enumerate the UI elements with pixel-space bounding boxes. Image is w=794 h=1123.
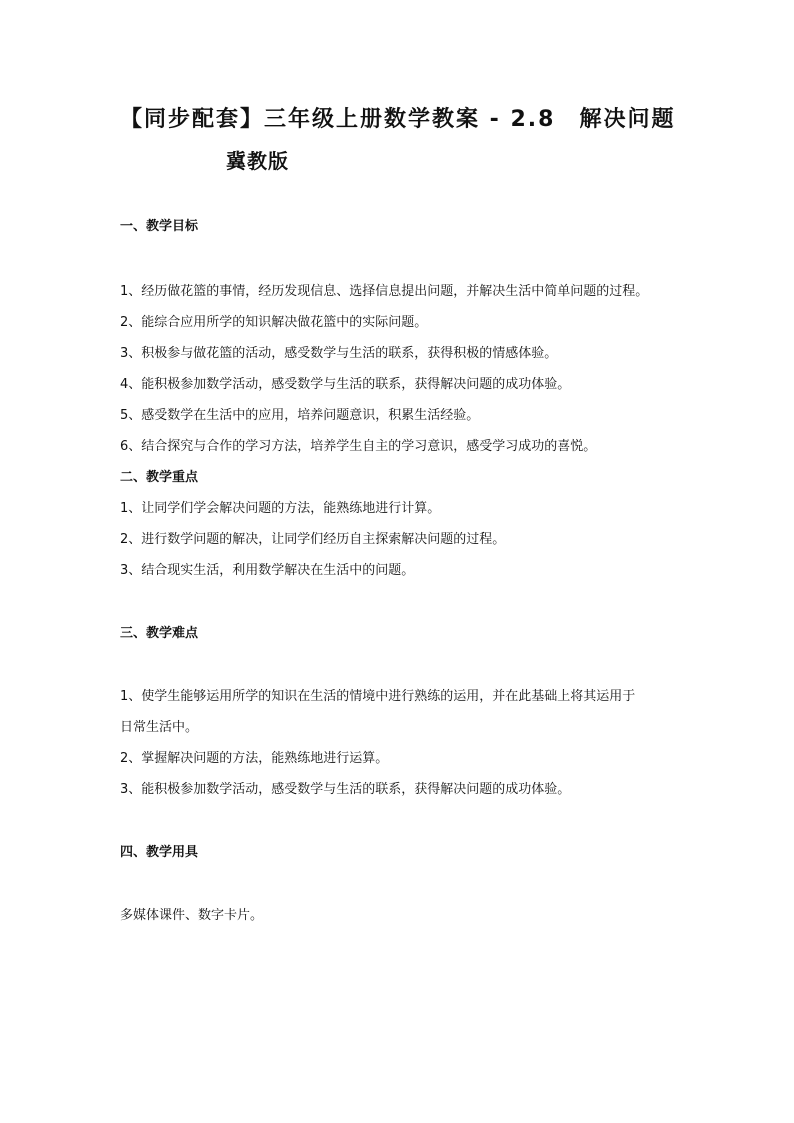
difficulty-item: 2、掌握解决问题的方法，能熟练地进行运算。: [120, 751, 389, 766]
key-point-item: 1、让同学们学会解决问题的方法，能熟练地进行计算。: [120, 501, 441, 516]
document-subtitle: 冀教版: [226, 149, 289, 173]
title-part-1: 【同步配套】三年级上册数学教案 - 2.8: [120, 107, 556, 132]
difficulty-item: 3、能积极参加数学活动，感受数学与生活的联系，获得解决问题的成功体验。: [120, 782, 571, 797]
objective-item: 3、积极参与做花篮的活动，感受数学与生活的联系，获得积极的情感体验。: [120, 346, 558, 361]
section-heading-difficulties: 三、教学难点: [120, 626, 199, 641]
objective-item: 4、能积极参加数学活动，感受数学与生活的联系，获得解决问题的成功体验。: [120, 377, 571, 392]
title-part-2: 解决问题: [579, 107, 676, 132]
difficulty-item-continued: 日常生活中。: [120, 720, 199, 735]
tools-item: 多媒体课件、数字卡片。: [120, 908, 264, 923]
section-heading-key-points: 二、教学重点: [120, 470, 199, 485]
objective-item: 6、结合探究与合作的学习方法，培养学生自主的学习意识，感受学习成功的喜悦。: [120, 439, 597, 454]
difficulty-item: 1、使学生能够运用所学的知识在生活的情境中进行熟练的运用，并在此基础上将其运用于: [120, 689, 636, 704]
objective-item: 1、经历做花篮的事情，经历发现信息、选择信息提出问题，并解决生活中简单问题的过程。: [120, 284, 649, 299]
document-title: [120, 104, 700, 136]
section-heading-objectives: 一、教学目标: [120, 219, 199, 234]
key-point-item: 2、进行数学问题的解决，让同学们经历自主探索解决问题的过程。: [120, 532, 506, 547]
objective-item: 5、感受数学在生活中的应用，培养问题意识，积累生活经验。: [120, 408, 480, 423]
key-point-item: 3、结合现实生活，利用数学解决在生活中的问题。: [120, 563, 415, 578]
objective-item: 2、能综合应用所学的知识解决做花篮中的实际问题。: [120, 315, 428, 330]
section-heading-tools: 四、教学用具: [120, 845, 199, 860]
